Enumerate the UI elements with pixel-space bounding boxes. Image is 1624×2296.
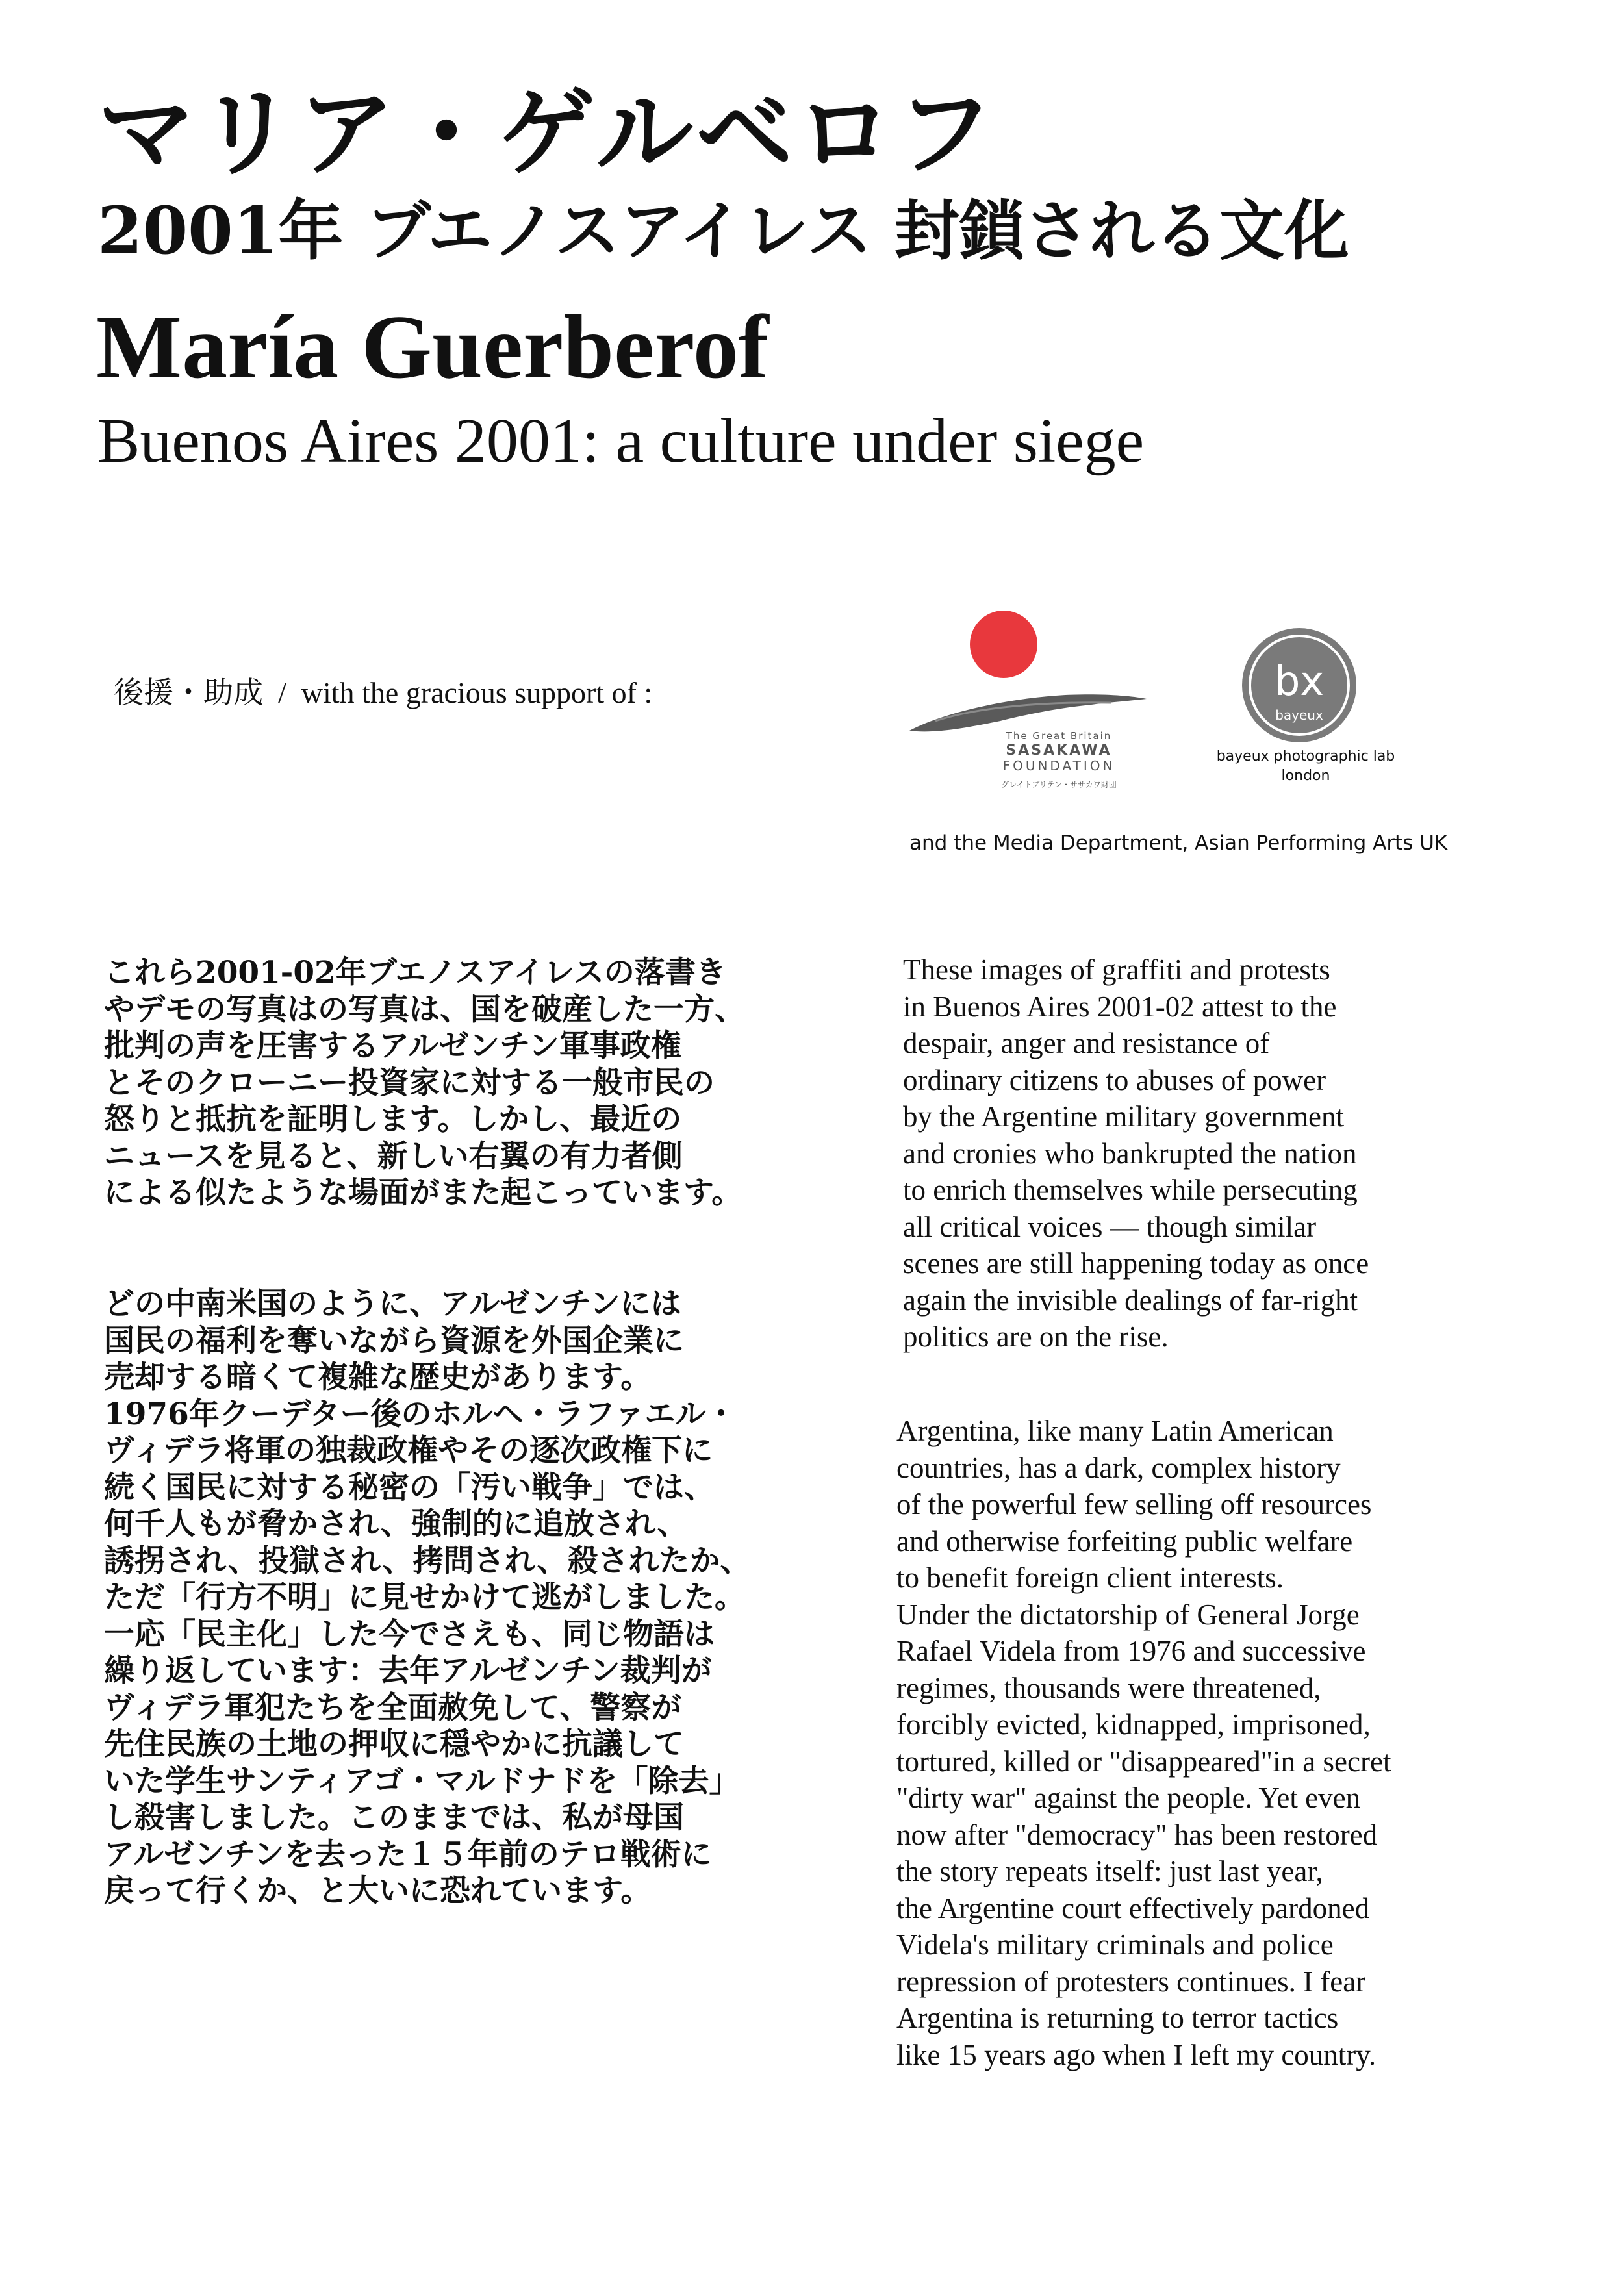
text-line: 売却する暗くて複雑な歴史があります。 — [104, 1359, 652, 1395]
text-line: 批判の声を圧害するアルゼンチン軍事政権 — [104, 1028, 681, 1064]
bayeux-logo-name: bayeux — [1275, 707, 1323, 723]
text-line: ordinary citizens to abuses of power — [903, 1063, 1326, 1096]
text-line: 誘拐され、投獄され、拷問され、殺されたか、 — [104, 1543, 751, 1579]
text-line: politics are on the rise. — [903, 1320, 1169, 1353]
text-line: Videla's military criminals and police — [896, 1928, 1334, 1961]
text-line: again the invisible dealings of far-right — [903, 1283, 1358, 1317]
text-line: ヴィデラ将軍の独裁政権やその逐次政権下に — [104, 1433, 713, 1469]
text-line: and cronies who bankrupted the nation — [903, 1137, 1357, 1170]
sasakawa-line1: The Great Britain — [1006, 730, 1112, 742]
red-sun-icon — [970, 611, 1037, 678]
text-line: repression of protesters continues. I fear — [896, 1965, 1366, 1998]
text-line: all critical voices — though similar — [903, 1210, 1317, 1243]
text-line: 1976年クーデター後のホルヘ・ラファエル・ — [104, 1396, 737, 1432]
text-line: これら2001-02年ブエノスアイレスの落書き — [104, 955, 726, 990]
text-line: Argentina is returning to terror tactics — [896, 2002, 1339, 2034]
text-line: ニュースを見ると、新しい右翼の有力者側 — [104, 1138, 683, 1174]
text-line: scenes are still happening today as once — [903, 1247, 1369, 1280]
subtitle-english: Buenos Aires 2001: a culture under siege — [97, 406, 1145, 476]
media-department-credit: and the Media Department, Asian Performing Arts UK — [909, 831, 1448, 855]
text-line: countries, has a dark, complex history — [896, 1451, 1341, 1484]
bayeux-mark-icon: bx — [1274, 657, 1325, 705]
text-line: し殺害しました。このままでは、私が母国 — [104, 1800, 684, 1836]
text-line: Argentina, like many Latin American — [896, 1415, 1334, 1447]
text-line: "dirty war" against the people. Yet even — [896, 1782, 1361, 1814]
text-line: tortured, killed or "disappeared"in a secret — [896, 1745, 1391, 1778]
japanese-paragraph-2 — [104, 1286, 883, 1910]
text-line: アルゼンチンを去った１５年前のテロ戦術に — [104, 1836, 712, 1873]
text-line: to enrich themselves while persecuting — [903, 1174, 1358, 1206]
text-line: ただ「行方不明」に見せかけて逃がしました。 — [104, 1580, 745, 1615]
sasakawa-line4: グレイトブリテン・ササカワ財団 — [1001, 780, 1117, 789]
bayeux-caption-line2: london — [1281, 768, 1330, 784]
text-line: regimes, thousands were threatened, — [896, 1671, 1321, 1704]
text-line: and otherwise forfeiting public welfare — [896, 1524, 1353, 1558]
text-line: 繰り返しています：去年アルゼンチン裁判が — [104, 1653, 712, 1689]
text-line: now after "democracy" has been restored — [896, 1818, 1378, 1851]
subtitle-japanese: 2001年 ブエノスアイレス 封鎖される文化 — [97, 192, 1349, 269]
text-line: やデモの写真はの写真は、国を破産した一方、 — [104, 991, 745, 1028]
text-line: 続く国民に対する秘密の「汚い戦争」では、 — [104, 1469, 715, 1506]
sasakawa-line2: SASAKAWA — [1006, 742, 1112, 759]
text-line: of the powerful few selling off resources — [896, 1488, 1372, 1520]
text-line: 先住民族の土地の押収に穏やかに抗議して — [104, 1726, 684, 1762]
title-japanese: マリア・ゲルベロフ — [97, 76, 996, 190]
text-line: 戻って行くか、と大いに恐れています。 — [104, 1873, 652, 1909]
text-line: despair, anger and resistance of — [903, 1027, 1270, 1059]
sasakawa-line3: FOUNDATION — [1002, 758, 1115, 774]
text-line: the Argentine court effectively pardoned — [896, 1891, 1370, 1924]
text-line: the story repeats itself: just last year, — [896, 1855, 1323, 1887]
text-line: いた学生サンティアゴ・マルドナドを「除去」 — [104, 1763, 740, 1799]
text-line: 一応「民主化」した今でさえも、同じ物語は — [104, 1616, 715, 1652]
text-line: どの中南米国のように、アルゼンチンには — [104, 1286, 681, 1322]
title-english: María Guerberof — [96, 297, 769, 397]
text-line: by the Argentine military government — [903, 1100, 1345, 1133]
support-label: 後援・助成 / with the gracious support of : — [114, 676, 653, 709]
text-line: 何千人もが脅かされ、強制的に追放され、 — [104, 1506, 688, 1542]
bayeux-caption — [1215, 747, 1397, 786]
text-line: These images of graffiti and protests — [903, 953, 1330, 986]
text-line: 国民の福利を奪いながら資源を外国企業に — [104, 1322, 684, 1359]
text-line: とそのクローニー投資家に対する一般市民の — [104, 1065, 715, 1101]
text-line: to benefit foreign client interests. — [896, 1561, 1284, 1594]
text-line: Rafael Videla from 1976 and successive — [896, 1635, 1366, 1667]
sasakawa-foundation-logo — [896, 604, 1156, 799]
text-line: forcibly evicted, kidnapped, imprisoned, — [896, 1708, 1371, 1741]
text-line: 怒りと抵抗を証明します。しかし、最近の — [104, 1102, 682, 1137]
japanese-paragraph-1 — [104, 955, 883, 1212]
text-line: in Buenos Aires 2001-02 attest to the — [903, 990, 1337, 1023]
english-paragraph-2 — [896, 1413, 1624, 2073]
text-line: like 15 years ago when I left my country. — [896, 2038, 1377, 2071]
brush-stroke-icon — [909, 694, 1147, 731]
bayeux-caption-line1: bayeux photographic lab — [1216, 748, 1395, 764]
text-line: による似たような場面がまた起こっています。 — [104, 1175, 742, 1211]
text-line: ヴィデラ軍犯たちを全面赦免して、警察が — [104, 1689, 682, 1726]
english-paragraph-1 — [903, 952, 1624, 1356]
text-line: Under the dictatorship of General Jorge — [896, 1598, 1360, 1631]
